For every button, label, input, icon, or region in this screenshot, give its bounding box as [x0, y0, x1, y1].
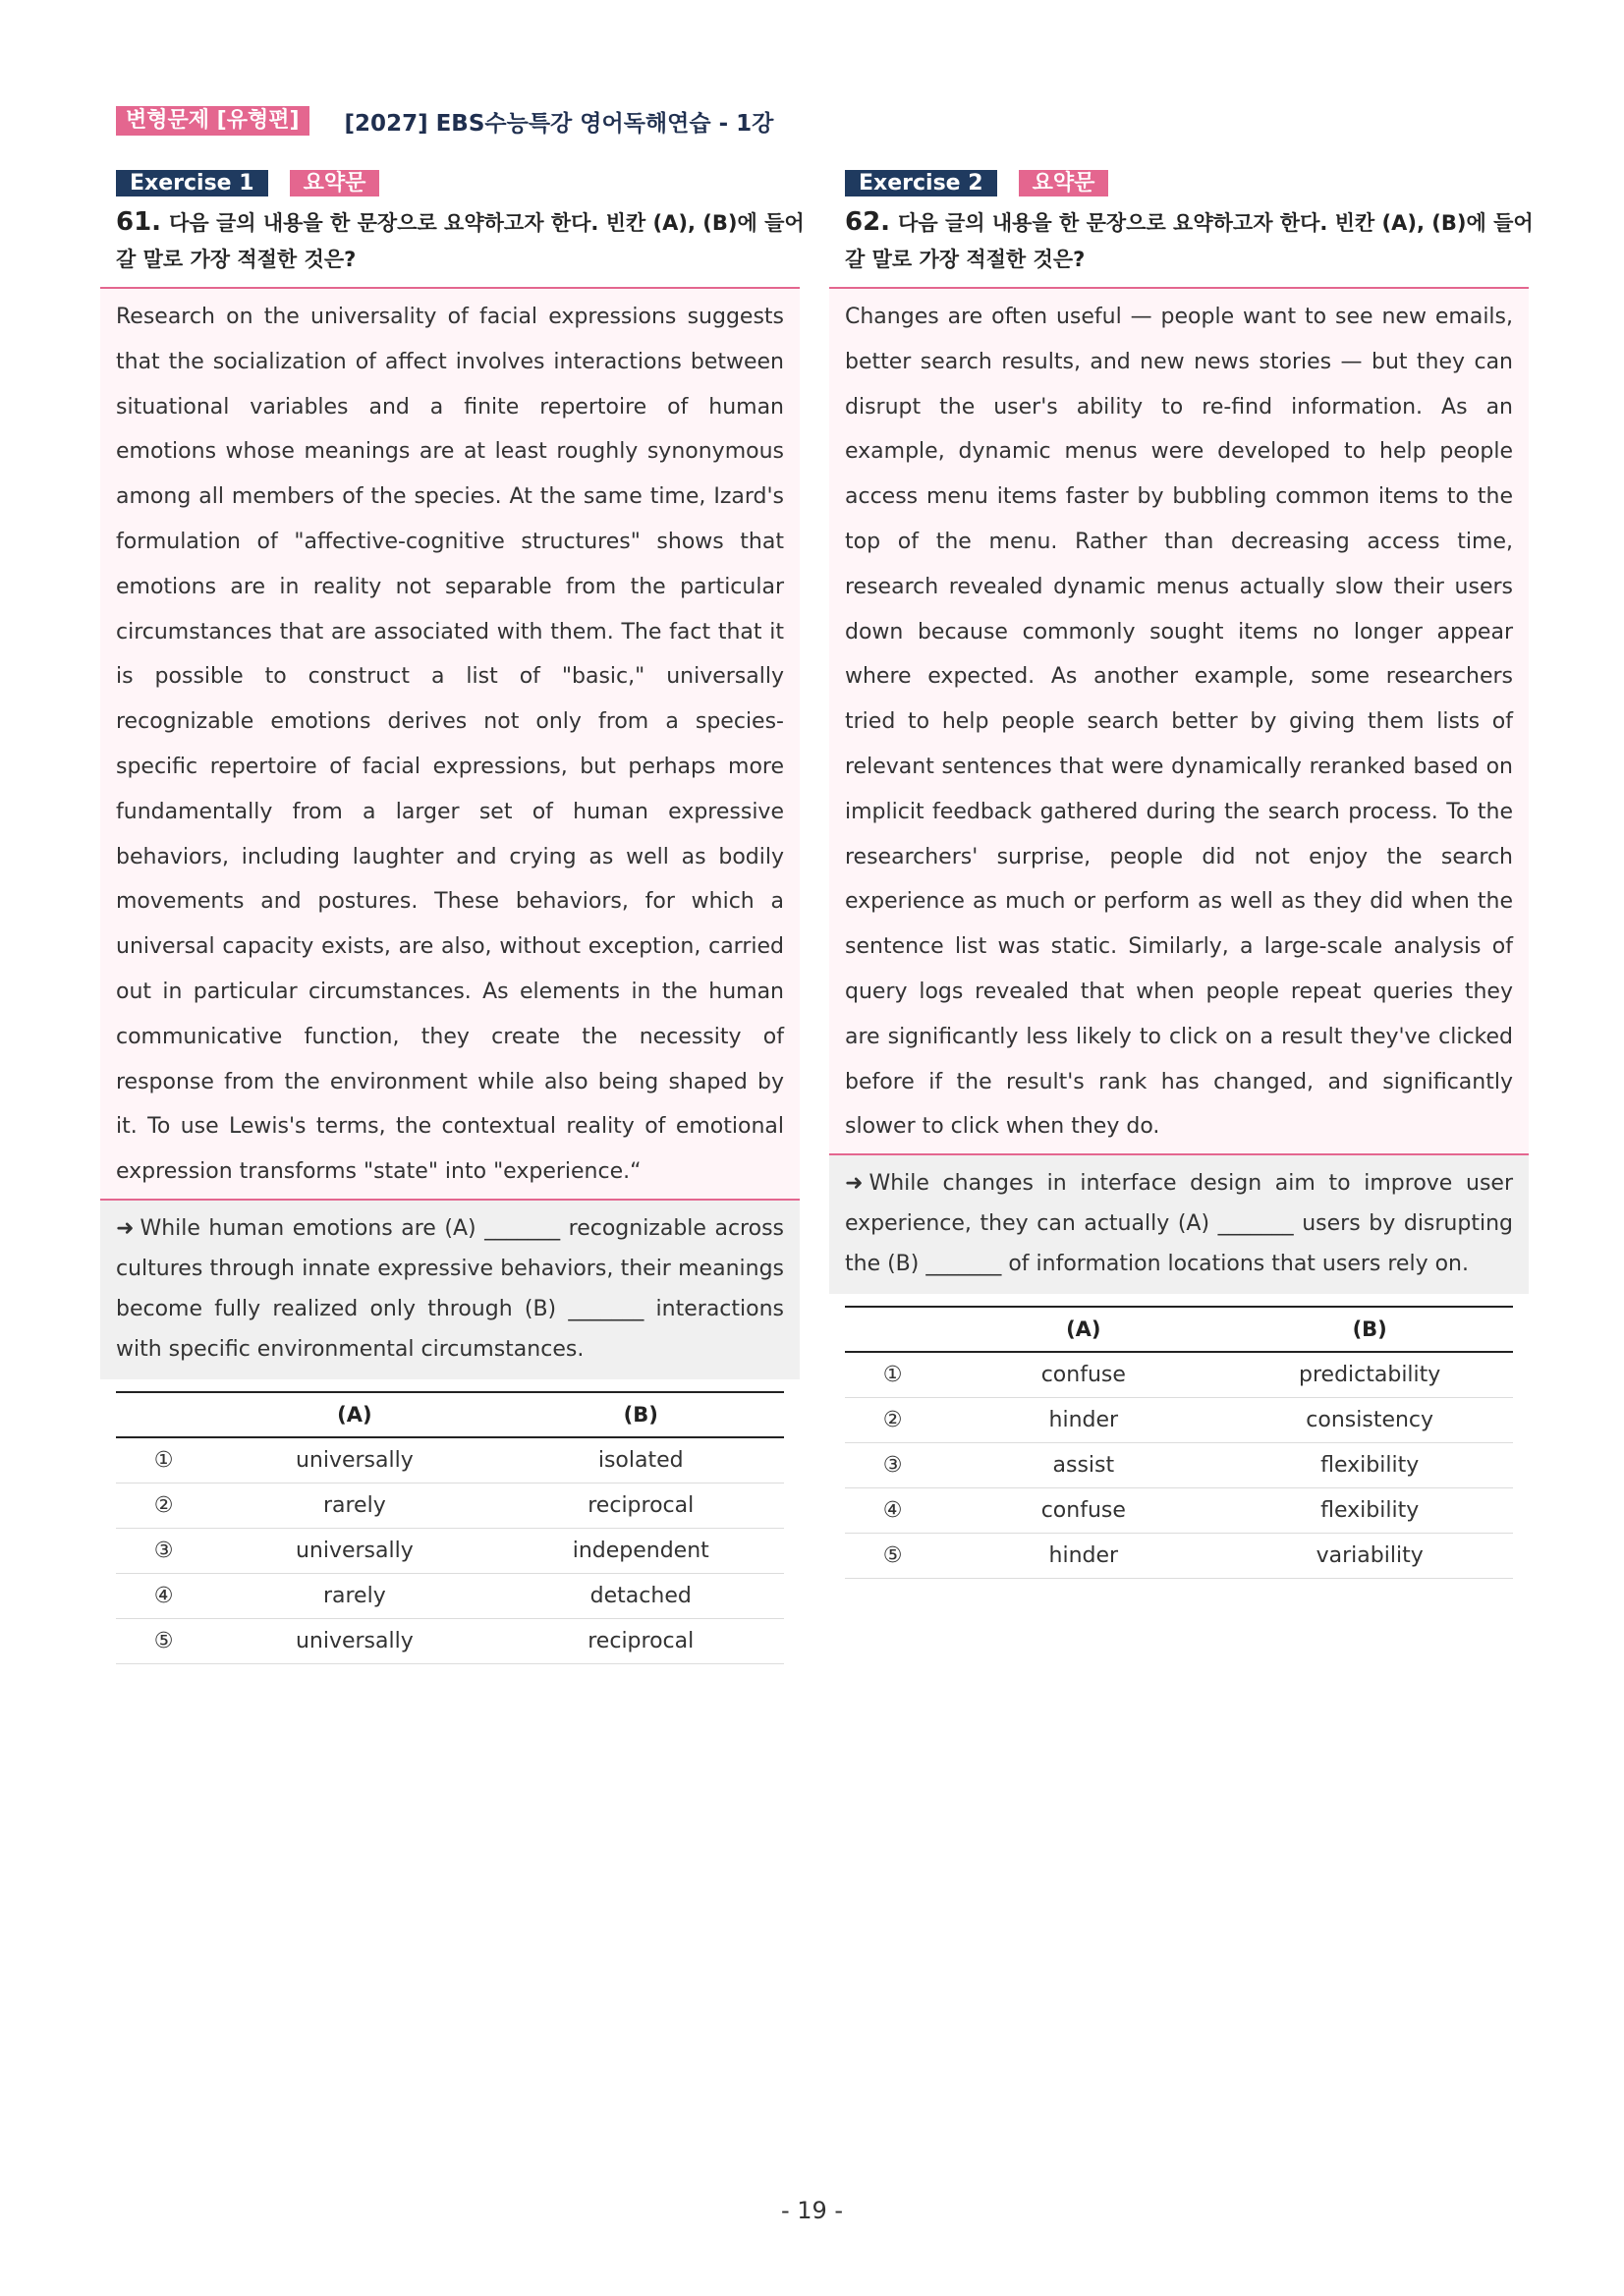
question-type-label: 요약문: [1019, 170, 1109, 196]
page-number: - 19 -: [780, 2197, 844, 2224]
header-title: [2027] EBS수능특강 영어독해연습 - 1강: [344, 110, 774, 137]
question-prompt: [845, 204, 1544, 277]
arrow-icon: ➜: [845, 1171, 864, 1197]
header-tag: 변형문제 [유형편]: [116, 106, 309, 136]
option-b: detached: [498, 1573, 785, 1618]
question-text: 다음 글의 내용을 한 문장으로 요약하고자 한다. 빈칸 (A), (B)에 들어갈 말로 가장 적절한 것은?: [845, 211, 1534, 271]
option-a: assist: [940, 1443, 1226, 1488]
question-number: 62.: [845, 207, 891, 237]
option-row[interactable]: [845, 1488, 1513, 1534]
option-number: ①: [845, 1352, 940, 1398]
option-row[interactable]: [845, 1398, 1513, 1443]
option-b: flexibility: [1226, 1443, 1513, 1488]
option-b: consistency: [1226, 1398, 1513, 1443]
option-b: variability: [1226, 1534, 1513, 1579]
column-header-b: (B): [498, 1392, 785, 1437]
option-a: universally: [211, 1528, 497, 1573]
exercise-2: [845, 169, 1544, 1579]
page-header: [116, 104, 773, 138]
option-row[interactable]: [116, 1618, 784, 1663]
option-number: ⑤: [845, 1534, 940, 1579]
option-row[interactable]: [116, 1573, 784, 1618]
column-header-a: (A): [940, 1307, 1226, 1352]
option-a: confuse: [940, 1488, 1226, 1534]
option-a: hinder: [940, 1534, 1226, 1579]
exercise-labels: [116, 169, 815, 196]
option-b: reciprocal: [498, 1618, 785, 1663]
option-a: hinder: [940, 1398, 1226, 1443]
option-number: ④: [845, 1488, 940, 1534]
option-b: flexibility: [1226, 1488, 1513, 1534]
option-b: predictability: [1226, 1352, 1513, 1398]
option-number: ①: [116, 1437, 211, 1484]
exercise-label: Exercise 1: [116, 170, 268, 196]
option-a: rarely: [211, 1483, 497, 1528]
column-header-num: [116, 1392, 211, 1437]
answer-options-table: [116, 1391, 784, 1664]
question-text: 다음 글의 내용을 한 문장으로 요약하고자 한다. 빈칸 (A), (B)에 들어갈 말로 가장 적절한 것은?: [116, 211, 805, 271]
summary-box: [100, 1201, 800, 1379]
option-a: confuse: [940, 1352, 1226, 1398]
option-b: isolated: [498, 1437, 785, 1484]
column-header-a: (A): [211, 1392, 497, 1437]
option-row[interactable]: [845, 1534, 1513, 1579]
option-number: ③: [845, 1443, 940, 1488]
answer-options-table: [845, 1306, 1513, 1579]
question-number: 61.: [116, 207, 162, 237]
option-row[interactable]: [116, 1528, 784, 1573]
option-row[interactable]: [845, 1352, 1513, 1398]
arrow-icon: ➜: [116, 1215, 135, 1241]
option-b: reciprocal: [498, 1483, 785, 1528]
column-header-b: (B): [1226, 1307, 1513, 1352]
option-a: rarely: [211, 1573, 497, 1618]
option-number: ③: [116, 1528, 211, 1573]
summary-text: While human emotions are (A) _______ recognizable across cultures through innate expressive behaviors, their meanings become fully realized only through (B) _______ interactions with specific environmental circumstances.: [116, 1215, 784, 1362]
column-header-num: [845, 1307, 940, 1352]
passage: Research on the universality of facial expressions suggests that the socialization of affect involves interactions between situational variables and a finite repertoire of human emotions whose meanings are at least roughly synonymous among all members of the species. At the same time, Izard's formulation of "affective-cognitive structures" shows that emotions are in reality not separable from the particular circumstances that are associated with them. The fact that it is possible to construct a list of "basic," universally recognizable emotions derives not only from a species-specific repertoire of facial expressions, but perhaps more fundamentally from a larger set of human expressive behaviors, including laughter and crying as well as bodily movements and postures. These behaviors, for which a universal capacity exists, are also, without exception, carried out in particular circumstances. As elements in the human communicative function, they create the necessity of response from the environment while also being shaped by it. To use Lewis's terms, the contextual reality of emotional expression transforms "state" into "experience.“: [100, 287, 800, 1201]
summary-box: [829, 1155, 1529, 1294]
exercise-1: [116, 169, 815, 1664]
exercise-labels: [845, 169, 1544, 196]
option-number: ②: [116, 1483, 211, 1528]
option-row[interactable]: [845, 1443, 1513, 1488]
passage: Changes are often useful — people want to see new emails, better search results, and new news stories — but they can disrupt the user's ability to re-find information. As an example, dynamic menus were developed to help people access menu items faster by bubbling common items to the top of the menu. Rather than decreasing access time, research revealed dynamic menus actually slow their users down because commonly sought items no longer appear where expected. As another example, some researchers tried to help people search better by giving them lists of relevant sentences that were dynamically reranked based on implicit feedback gathered during the search process. To the researchers' surprise, people did not enjoy the search experience as much or perform as well as they did when the sentence list was static. Similarly, a large-scale analysis of query logs revealed that when people repeat queries they are significantly less likely to click on a result they've clicked before if the result's rank has changed, and significantly slower to click when they do.: [829, 287, 1529, 1155]
option-number: ④: [116, 1573, 211, 1618]
option-number: ②: [845, 1398, 940, 1443]
summary-text: While changes in interface design aim to improve user experience, they can actually (A) _______ users by disrupting the (B) _______ of information locations that users rely on.: [845, 1171, 1513, 1277]
option-row[interactable]: [116, 1437, 784, 1484]
option-number: ⑤: [116, 1618, 211, 1663]
question-type-label: 요약문: [290, 170, 380, 196]
option-row[interactable]: [116, 1483, 784, 1528]
option-a: universally: [211, 1618, 497, 1663]
option-b: independent: [498, 1528, 785, 1573]
exercise-label: Exercise 2: [845, 170, 997, 196]
option-a: universally: [211, 1437, 497, 1484]
question-prompt: [116, 204, 815, 277]
